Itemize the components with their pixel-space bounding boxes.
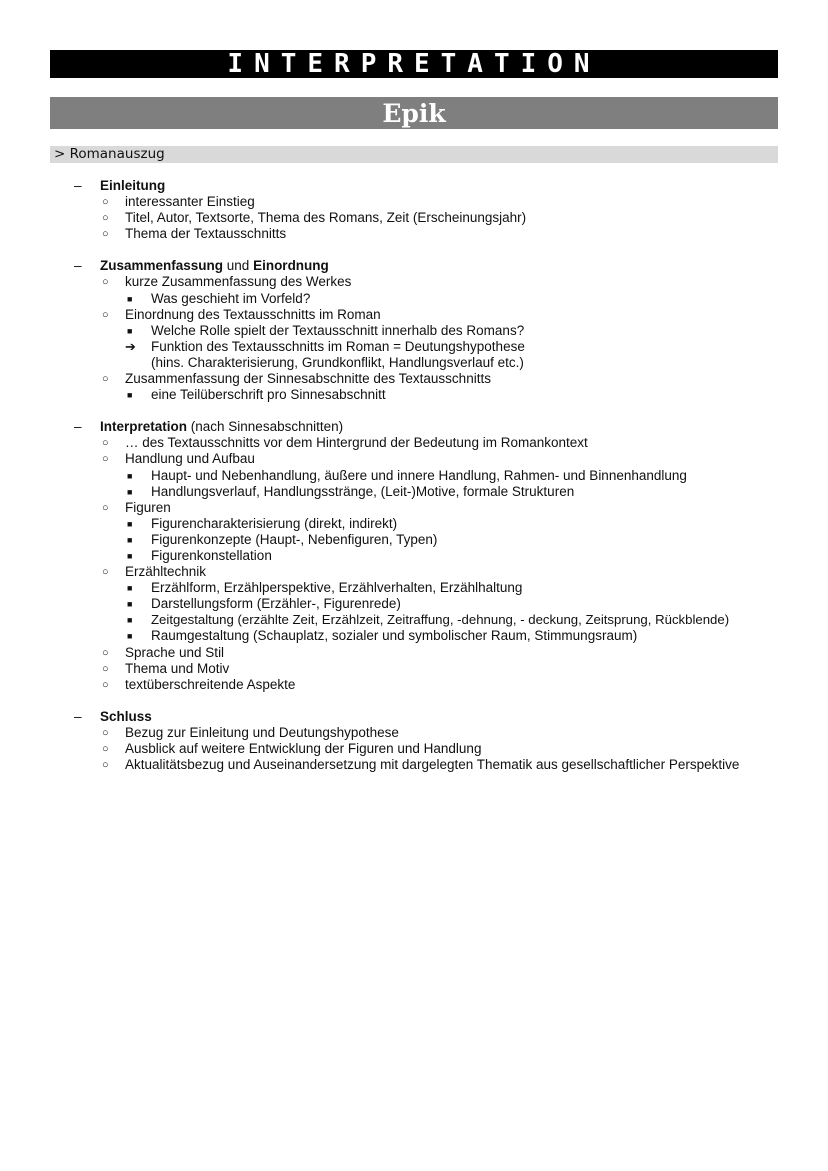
circle-bullet-icon: ○	[102, 759, 109, 772]
sub-list-item-text: Was geschieht im Vorfeld?	[151, 290, 311, 306]
square-bullet-icon: ■	[127, 486, 133, 497]
list-item	[0, 210, 828, 226]
list-item-text: Erzähltechnik	[125, 564, 207, 580]
list-item-text: Titel, Autor, Textsorte, Thema des Romans, Zeit (Erscheinungsjahr)	[125, 210, 527, 226]
list-item-text: Thema und Motiv	[125, 660, 230, 676]
list-item-text: Aktualitätsbezug und Auseinandersetzung mit dargelegten Thematik aus gesellschaftlicher Perspektive	[125, 757, 740, 773]
sub-list-item	[0, 468, 828, 484]
heading-zusammenfassung	[100, 258, 329, 274]
circle-bullet-icon: ○	[102, 437, 109, 450]
outline-heading-zusammenfassung	[0, 258, 828, 274]
square-bullet-icon: ■	[127, 615, 133, 626]
sub-list-item	[0, 548, 828, 564]
circle-bullet-icon: ○	[102, 228, 109, 241]
heading-interpretation	[100, 419, 343, 435]
square-bullet-icon: ■	[127, 293, 133, 304]
circle-bullet-icon: ○	[102, 373, 109, 386]
circle-bullet-icon: ○	[102, 453, 109, 466]
square-bullet-icon: ■	[127, 470, 133, 481]
circle-bullet-icon: ○	[102, 566, 109, 579]
circle-bullet-icon: ○	[102, 276, 109, 289]
sub-list-item	[0, 580, 828, 596]
page-subtitle: Epik	[382, 98, 446, 128]
sub-list-item-text: Erzählform, Erzählperspektive, Erzählverhalten, Erzählhaltung	[151, 580, 523, 596]
list-item	[0, 500, 828, 516]
square-bullet-icon: ■	[127, 518, 133, 529]
sub-list-item-text: Haupt- und Nebenhandlung, äußere und innere Handlung, Rahmen- und Binnenhandlung	[151, 467, 687, 483]
circle-bullet-icon: ○	[102, 196, 109, 209]
sub-list-item	[0, 516, 828, 532]
sub-list-item	[0, 596, 828, 612]
list-item-text: interessanter Einstieg	[125, 194, 255, 210]
heading-part: Interpretation	[100, 419, 188, 435]
sub-list-item-text: Figurenkonzepte (Haupt-, Nebenfiguren, Typen)	[151, 531, 438, 547]
square-bullet-icon: ■	[127, 583, 133, 594]
page-title: INTERPRETATION	[227, 49, 601, 79]
list-item	[0, 435, 828, 451]
square-bullet-icon: ■	[127, 599, 133, 610]
circle-bullet-icon: ○	[102, 501, 109, 514]
square-bullet-icon: ■	[127, 534, 133, 545]
dash-bullet-icon: –	[74, 258, 82, 274]
circle-bullet-icon: ○	[102, 726, 109, 739]
sub-list-item-text: Darstellungsform (Erzähler-, Figurenrede)	[151, 596, 401, 612]
list-item	[0, 677, 828, 693]
list-item	[0, 725, 828, 741]
arrow-bullet-icon: ➔	[125, 338, 136, 354]
list-item-text: … des Textausschnitts vor dem Hintergrund der Bedeutung im Romankontext	[125, 435, 588, 451]
list-item-text: Zusammenfassung der Sinnesabschnitte des Textausschnitts	[125, 371, 491, 387]
list-item-text: Sprache und Stil	[125, 644, 225, 660]
heading-note: (nach Sinnesabschnitten)	[187, 419, 344, 435]
heading-connector: und	[223, 258, 254, 274]
square-bullet-icon: ■	[127, 550, 133, 561]
list-item-text: Handlung und Aufbau	[125, 451, 255, 467]
heading-schluss: Schluss	[100, 708, 152, 724]
sub-list-item-text: Raumgestaltung (Schauplatz, sozialer und symbolischer Raum, Stimmungsraum)	[151, 628, 638, 644]
list-item	[0, 564, 828, 580]
list-item	[0, 371, 828, 387]
sub-list-item-text: Funktion des Textausschnitts im Roman = Deutungshypothese	[151, 338, 525, 354]
section-header: > Romanauszug	[50, 146, 778, 163]
sub-list-item-continuation	[0, 355, 828, 371]
list-item	[0, 451, 828, 467]
circle-bullet-icon: ○	[102, 212, 109, 225]
sub-list-item	[0, 323, 828, 339]
list-item-text: kurze Zusammenfassung des Werkes	[125, 274, 352, 290]
list-item	[0, 741, 828, 757]
list-item	[0, 645, 828, 661]
dash-bullet-icon: –	[74, 178, 82, 193]
list-item	[0, 194, 828, 210]
heading-einleitung: Einleitung	[100, 178, 166, 193]
sub-list-item	[0, 612, 828, 628]
list-item-text: Thema der Textausschnitts	[125, 226, 287, 242]
list-item	[0, 226, 828, 242]
sub-list-item-text: (hins. Charakterisierung, Grundkonflikt, Handlungsverlauf etc.)	[151, 354, 524, 370]
outline-heading-schluss	[0, 709, 828, 725]
square-bullet-icon: ■	[127, 631, 133, 642]
outline-heading-einleitung	[0, 178, 828, 194]
circle-bullet-icon: ○	[102, 308, 109, 321]
sub-list-item-text: Handlungsverlauf, Handlungsstränge, (Leit-)Motive, formale Strukturen	[151, 483, 575, 499]
sub-list-item-text: Figurenkonstellation	[151, 547, 272, 563]
square-bullet-icon: ■	[127, 390, 133, 401]
sub-list-item-text: Welche Rolle spielt der Textausschnitt innerhalb des Romans?	[151, 322, 525, 338]
heading-part: Zusammenfassung	[100, 258, 224, 274]
sub-list-item-text: Figurencharakterisierung (direkt, indirekt)	[151, 515, 398, 531]
dash-bullet-icon: –	[74, 708, 82, 724]
circle-bullet-icon: ○	[102, 646, 109, 659]
sub-list-item	[0, 484, 828, 500]
list-item	[0, 274, 828, 290]
square-bullet-icon: ■	[127, 325, 133, 336]
sub-list-item	[0, 628, 828, 644]
circle-bullet-icon: ○	[102, 678, 109, 691]
list-item-text: textüberschreitende Aspekte	[125, 676, 296, 692]
page-title-banner	[50, 50, 778, 78]
outline	[0, 178, 828, 773]
circle-bullet-icon: ○	[102, 662, 109, 675]
heading-part: Einordnung	[253, 258, 329, 274]
list-item	[0, 757, 828, 773]
sub-list-item	[0, 387, 828, 403]
circle-bullet-icon: ○	[102, 743, 109, 755]
dash-bullet-icon: –	[74, 419, 82, 435]
list-item-text: Ausblick auf weitere Entwicklung der Figuren und Handlung	[125, 741, 482, 756]
sub-list-item	[0, 291, 828, 307]
sub-list-item	[0, 339, 828, 355]
sub-list-item-text: eine Teilüberschrift pro Sinnesabschnitt	[151, 387, 386, 403]
list-item-text: Einordnung des Textausschnitts im Roman	[125, 306, 381, 322]
outline-heading-interpretation	[0, 419, 828, 435]
sub-list-item-text: Zeitgestaltung (erzählte Zeit, Erzählzeit, Zeitraffung, -dehnung, - deckung, Zeitsprung, Rückblende)	[151, 612, 730, 628]
list-item	[0, 307, 828, 323]
sub-list-item	[0, 532, 828, 548]
list-item-text: Figuren	[125, 499, 171, 515]
list-item-text: Bezug zur Einleitung und Deutungshypothese	[125, 724, 399, 740]
subtitle-banner	[50, 97, 778, 129]
list-item	[0, 661, 828, 677]
